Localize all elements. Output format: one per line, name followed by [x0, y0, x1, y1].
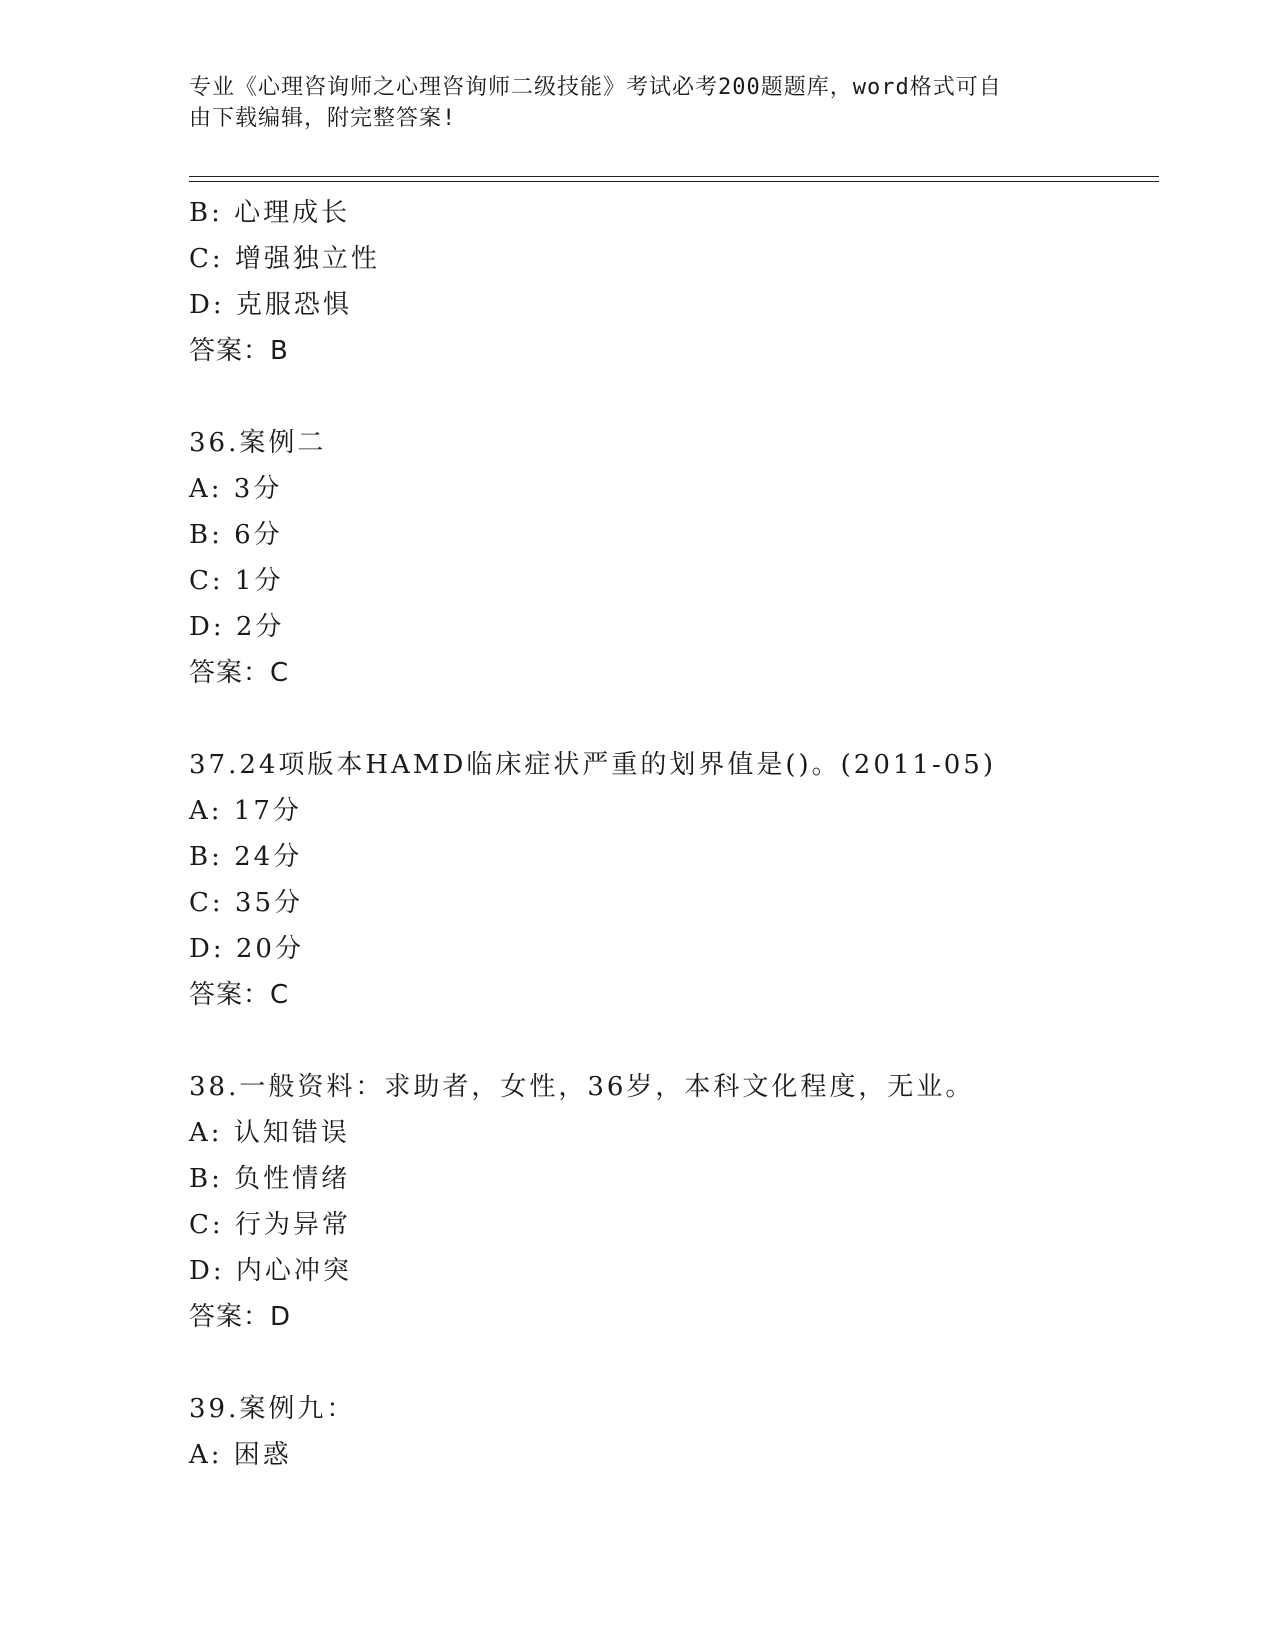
option-b: B: 负性情绪 [189, 1164, 351, 1194]
question-37 [189, 742, 1149, 1018]
option-a: A: 17分 [189, 796, 302, 826]
option-b: B: 心理成长 [189, 198, 351, 228]
option-a: A: 3分 [189, 474, 283, 504]
answer: 答案：C [189, 980, 290, 1010]
option-d: D: 2分 [189, 612, 285, 642]
header-divider-bottom [189, 181, 1159, 182]
question-35 [189, 190, 1149, 374]
question-39 [189, 1386, 1149, 1478]
option-b: B: 24分 [189, 842, 303, 872]
option-b: B: 6分 [189, 520, 283, 550]
document-header [189, 72, 1089, 134]
option-a: A: 认知错误 [189, 1118, 350, 1148]
header-line-1: 专业《心理咨询师之心理咨询师二级技能》考试必考200题题库，word格式可自 [189, 75, 1002, 100]
option-d: D: 克服恐惧 [189, 290, 352, 320]
answer: 答案：D [189, 1302, 292, 1332]
question-38 [189, 1064, 1149, 1340]
question-stem: 37.24项版本HAMD临床症状严重的划界值是()。(2011-05) [189, 750, 996, 780]
option-c: C: 35分 [189, 888, 304, 918]
option-c: C: 行为异常 [189, 1210, 351, 1240]
answer: 答案：C [189, 658, 290, 688]
question-stem: 36.案例二 [189, 428, 327, 458]
option-c: C: 1分 [189, 566, 284, 596]
option-d: D: 20分 [189, 934, 304, 964]
option-a: A: 困惑 [189, 1440, 292, 1470]
question-stem: 39.案例九： [189, 1394, 356, 1424]
header-divider-top [189, 176, 1159, 177]
option-d: D: 内心冲突 [189, 1256, 352, 1286]
option-c: C: 增强独立性 [189, 244, 380, 274]
question-list [189, 190, 1149, 1524]
question-stem: 38.一般资料：求助者，女性，36岁，本科文化程度，无业。 [189, 1072, 975, 1102]
header-line-2: 由下载编辑，附完整答案! [189, 106, 457, 131]
answer: 答案：B [189, 336, 289, 366]
question-36 [189, 420, 1149, 696]
